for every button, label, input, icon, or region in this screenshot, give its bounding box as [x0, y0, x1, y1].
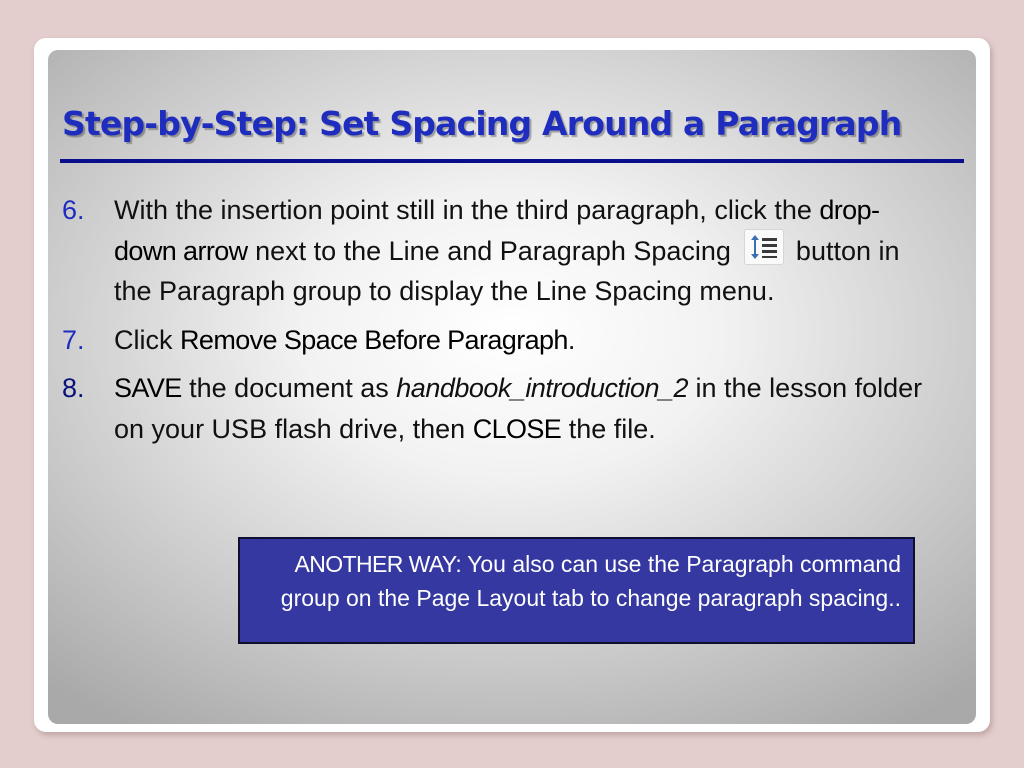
- step-text: the file.: [561, 413, 656, 444]
- slide-title: Step-by-Step: Set Spacing Around a Paragraph: [62, 104, 902, 143]
- title-divider: [60, 159, 964, 163]
- step-keyword: Remove Space Before Paragraph: [180, 324, 568, 355]
- step-number: 8.: [62, 373, 85, 403]
- step-keyword: SAVE: [114, 373, 182, 403]
- step-list: [48, 190, 976, 457]
- step-text: Click: [114, 324, 180, 355]
- step-text: button in the Paragraph group to display the Line Spacing menu.: [114, 235, 900, 306]
- step-text: next to the Line and Paragraph Spacing: [247, 235, 739, 266]
- step-keyword: CLOSE: [472, 413, 562, 444]
- step-6: [48, 190, 934, 312]
- step-8: [48, 368, 934, 449]
- callout-label: ANOTHER WAY:: [294, 551, 462, 577]
- filename: handbook_introduction_2: [396, 373, 689, 403]
- step-keyword: drop-down arrow: [114, 195, 880, 266]
- another-way-callout: [238, 537, 915, 644]
- step-7: [48, 320, 934, 361]
- step-text: .: [567, 324, 576, 355]
- step-text: the document as: [181, 373, 397, 403]
- callout-text: You also can use the Paragraph command group on the Page Layout tab to change paragraph spacing..: [280, 551, 901, 611]
- line-paragraph-spacing-icon: [744, 229, 784, 265]
- step-number: 7.: [62, 324, 85, 355]
- slide: [48, 50, 976, 724]
- step-number: 6.: [62, 195, 85, 225]
- step-text: in the lesson folder on your USB flash drive, then: [114, 373, 923, 444]
- step-text: With the insertion point still in the third paragraph, click the: [114, 195, 820, 225]
